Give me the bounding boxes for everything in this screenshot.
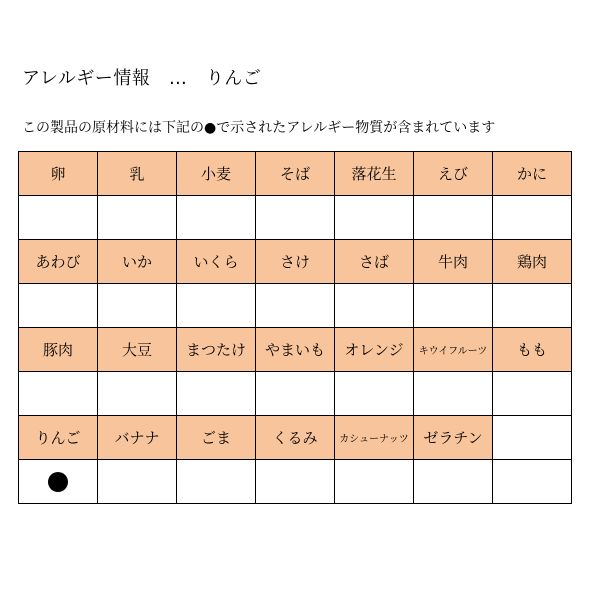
allergen-mark-cell (98, 196, 177, 240)
contains-mark-dot (48, 472, 68, 492)
allergen-name: さば (335, 240, 414, 284)
allergen-name: ごま (177, 416, 256, 460)
allergen-name: 落花生 (335, 152, 414, 196)
allergen-name: バナナ (98, 416, 177, 460)
page-title: アレルギー情報 … りんご (22, 68, 262, 89)
allergen-name: 鶏肉 (493, 240, 572, 284)
allergen-notice: この製品の原材料には下記の●で示されたアレルギー物質が含まれています (22, 120, 496, 136)
allergen-name: くるみ (256, 416, 335, 460)
allergen-mark-cell (414, 196, 493, 240)
allergen-mark-cell (19, 372, 98, 416)
allergen-name-row (19, 240, 572, 284)
allergen-name-empty (493, 416, 572, 460)
allergen-mark-cell (19, 196, 98, 240)
allergen-mark-cell (256, 372, 335, 416)
allergen-mark-cell (256, 196, 335, 240)
allergen-name-row (19, 416, 572, 460)
allergen-name: 小麦 (177, 152, 256, 196)
allergen-mark-cell (493, 372, 572, 416)
allergen-name: まつたけ (177, 328, 256, 372)
allergen-mark-cell (335, 460, 414, 504)
allergen-name: オレンジ (335, 328, 414, 372)
allergen-name: りんご (19, 416, 98, 460)
allergen-name: 大豆 (98, 328, 177, 372)
allergen-mark-cell (98, 372, 177, 416)
allergen-mark-cell (493, 196, 572, 240)
allergen-mark-cell (19, 284, 98, 328)
allergen-mark-row (19, 372, 572, 416)
allergen-mark-cell (177, 460, 256, 504)
allergen-name: やまいも (256, 328, 335, 372)
allergen-mark-cell (335, 196, 414, 240)
allergen-mark-cell (414, 372, 493, 416)
allergen-name: かに (493, 152, 572, 196)
allergen-mark-cell (177, 284, 256, 328)
allergen-name-row (19, 328, 572, 372)
allergen-mark-cell (256, 460, 335, 504)
allergen-name: カシューナッツ (335, 416, 414, 460)
allergen-mark-row (19, 284, 572, 328)
allergen-mark-cell (177, 372, 256, 416)
allergen-name: もも (493, 328, 572, 372)
allergen-mark-cell (493, 284, 572, 328)
allergen-mark-cell (414, 460, 493, 504)
allergen-name: さけ (256, 240, 335, 284)
allergen-name: 牛肉 (414, 240, 493, 284)
allergen-name-row (19, 152, 572, 196)
allergen-mark-cell (256, 284, 335, 328)
allergen-mark-cell (335, 284, 414, 328)
allergen-name: 豚肉 (19, 328, 98, 372)
allergen-mark-cell (493, 460, 572, 504)
allergen-name: キウイフルーツ (414, 328, 493, 372)
allergen-mark-cell (177, 196, 256, 240)
allergen-mark-cell (414, 284, 493, 328)
allergen-mark-row (19, 196, 572, 240)
allergen-name: そば (256, 152, 335, 196)
allergen-name: いか (98, 240, 177, 284)
allergen-name: いくら (177, 240, 256, 284)
allergen-mark-cell (98, 284, 177, 328)
allergen-mark-cell (335, 372, 414, 416)
allergen-mark-row (19, 460, 572, 504)
allergen-name: あわび (19, 240, 98, 284)
allergen-mark-cell (19, 460, 98, 504)
allergen-mark-cell (98, 460, 177, 504)
allergen-name: 卵 (19, 152, 98, 196)
allergen-name: 乳 (98, 152, 177, 196)
allergen-table (18, 151, 572, 504)
allergen-name: えび (414, 152, 493, 196)
allergen-name: ゼラチン (414, 416, 493, 460)
